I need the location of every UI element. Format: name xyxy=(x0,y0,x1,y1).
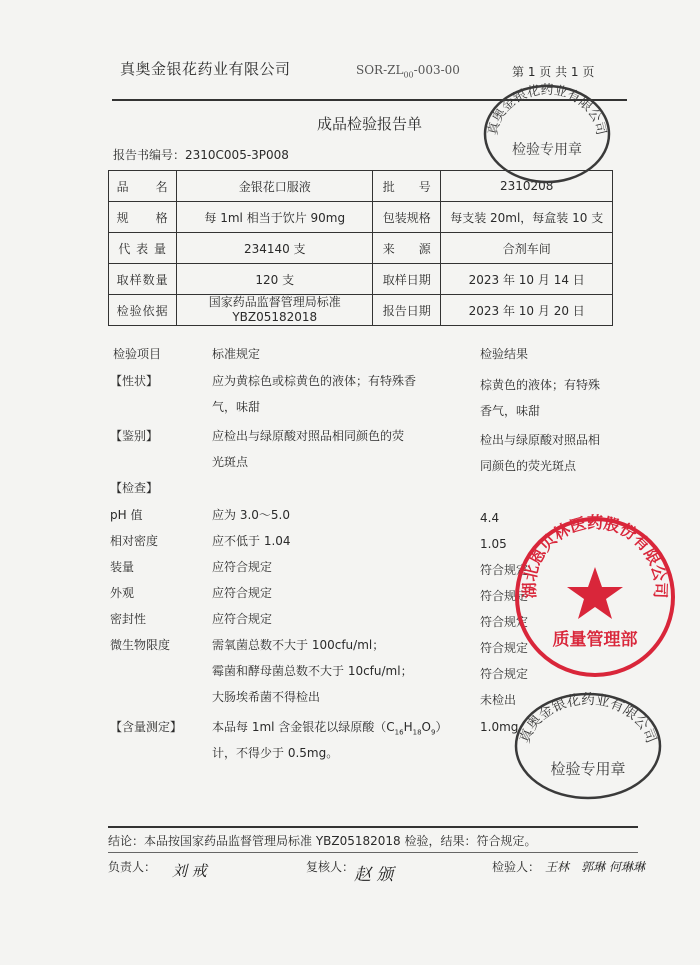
product-info-table xyxy=(108,170,613,326)
info-label: 取样数量 xyxy=(109,264,177,295)
stamp-red-ring-path: 湖北恩贝林医药股份有限公司 xyxy=(519,513,671,599)
appearance-standard-line2: 气，味甜 xyxy=(212,400,261,414)
info-label: 包装规格 xyxy=(373,202,441,233)
assay-standard-line2: 计，不得少于 0.5mg。 xyxy=(212,746,339,760)
inspection-standard: 应符合规定 xyxy=(212,612,273,626)
star-icon xyxy=(567,567,623,619)
stamp-top-ring-path: 真奥金银花药业有限公司 xyxy=(485,83,609,137)
col-header-standard: 标准规定 xyxy=(212,347,261,361)
inspection-item: 密封性 xyxy=(110,612,147,626)
identification-standard-line2: 光斑点 xyxy=(212,455,249,469)
info-label: 来 源 xyxy=(373,233,441,264)
inspection-item: 微生物限度 xyxy=(110,638,171,652)
document-number xyxy=(356,63,460,79)
signature-rule xyxy=(108,852,638,853)
info-row xyxy=(109,202,613,233)
appearance-result-line1: 棕黄色的液体；有特殊 xyxy=(480,378,601,392)
stamp-top-ring-text xyxy=(486,83,608,137)
info-label: 代 表 量 xyxy=(109,233,177,264)
info-value: 合剂车间 xyxy=(441,233,613,264)
inspection-item: 装量 xyxy=(110,560,135,574)
inspection-standard: 应为 3.0～5.0 xyxy=(212,508,290,522)
stamp-bottom-ring-path: 真奥金银花药业有限公司 xyxy=(517,692,659,746)
stamp-bottom-center: 检验专用章 xyxy=(550,760,626,778)
assay-result: 1.0mg xyxy=(480,720,519,734)
formula-sub-c: 16 xyxy=(394,728,404,737)
inspection-standard: 需氧菌总数不大于 100cfu/ml； xyxy=(212,638,385,652)
identification-result-line2: 同颜色的荧光斑点 xyxy=(480,459,577,473)
stamp-bottom-ring-text xyxy=(516,691,659,745)
info-value: 金银花口服液 xyxy=(177,171,373,202)
appearance-item: 【性状】 xyxy=(110,374,159,388)
identification-result-line1: 检出与绿原酸对照品相 xyxy=(480,433,601,447)
appearance-standard-line1: 应为黄棕色或棕黄色的液体；有特殊香 xyxy=(212,374,417,388)
formula-h: H xyxy=(403,720,413,734)
assay-text-pre: 本品每 1ml 含金银花以绿原酸（C xyxy=(212,720,395,734)
inspection-standard: 应不低于 1.04 xyxy=(212,534,291,548)
info-value: 234140 支 xyxy=(177,233,373,264)
page-indicator: 第 1 页 共 1 页 xyxy=(512,65,595,79)
inspection-standard: 大肠埃希菌不得检出 xyxy=(212,690,321,704)
formula-o: O xyxy=(421,720,431,734)
inspection-result: 符合规定 xyxy=(480,589,529,603)
info-value: 2023 年 10 月 20 日 xyxy=(441,295,613,326)
inspection-item: 相对密度 xyxy=(110,534,159,548)
col-header-item: 检验项目 xyxy=(113,347,162,361)
reviewer-label: 复核人： xyxy=(306,860,355,874)
responsible-signature: 刘 戒 xyxy=(172,862,207,880)
info-label: 品 名 xyxy=(109,171,177,202)
doc-no-sub: 00 xyxy=(403,70,414,80)
info-value: 国家药品监督管理局标准 YBZ05182018 xyxy=(177,295,373,326)
inspector-signature: 王林 郭琳 何琳琳 xyxy=(545,860,645,874)
report-number: 报告书编号：2310C005-3P008 xyxy=(113,148,289,162)
reviewer-signature: 赵 颁 xyxy=(354,865,394,885)
formula-sub-o: 9 xyxy=(431,728,436,737)
stamp-top-center: 检验专用章 xyxy=(512,142,582,158)
doc-no-prefix: SOR-ZL xyxy=(356,63,404,77)
col-header-result: 检验结果 xyxy=(480,347,529,361)
info-label: 批 号 xyxy=(373,171,441,202)
info-label: 报告日期 xyxy=(373,295,441,326)
inspection-stamp-bottom xyxy=(508,686,668,801)
appearance-result-line2: 香气，味甜 xyxy=(480,404,541,418)
info-value: 120 支 xyxy=(177,264,373,295)
info-value: 每支装 20ml，每盒装 10 支 xyxy=(441,202,613,233)
info-label: 取样日期 xyxy=(373,264,441,295)
info-value: 2023 年 10 月 14 日 xyxy=(441,264,613,295)
inspection-result: 符合规定 xyxy=(480,667,529,681)
info-value: 每 1ml 相当于饮片 90mg xyxy=(177,202,373,233)
info-label: 检验依据 xyxy=(109,295,177,326)
stamp-red-center: 质量管理部 xyxy=(552,630,638,650)
info-row xyxy=(109,233,613,264)
assay-standard-line1 xyxy=(212,716,447,743)
identification-item: 【鉴别】 xyxy=(110,429,159,443)
inspection-result: 1.05 xyxy=(480,537,507,551)
conclusion-rule xyxy=(108,826,638,828)
info-row xyxy=(109,264,613,295)
inspection-result: 符合规定 xyxy=(480,563,529,577)
responsible-label: 负责人： xyxy=(108,860,157,874)
inspection-result: 符合规定 xyxy=(480,615,529,629)
info-row xyxy=(109,295,613,326)
inspection-standard: 应符合规定 xyxy=(212,560,273,574)
assay-item: 【含量测定】 xyxy=(110,720,183,734)
doc-no-suffix: -003-00 xyxy=(413,63,460,77)
inspection-standard: 霉菌和酵母菌总数不大于 10cfu/ml； xyxy=(212,664,413,678)
assay-text-post: ） xyxy=(435,720,448,734)
identification-standard-line1: 应检出与绿原酸对照品相同颜色的荧 xyxy=(212,429,405,443)
inspection-result: 未检出 xyxy=(480,693,517,707)
inspection-item: pH 值 xyxy=(110,508,143,522)
conclusion-text: 结论：本品按国家药品监督管理局标准 YBZ05182018 检验，结果：符合规定。 xyxy=(108,834,537,848)
inspection-result: 4.4 xyxy=(480,511,500,525)
inspection-stamp-top xyxy=(477,78,617,186)
formula-sub-h: 18 xyxy=(412,728,422,737)
report-title: 成品检验报告单 xyxy=(317,115,423,133)
inspection-result: 符合规定 xyxy=(480,641,529,655)
inspection-standard: 应符合规定 xyxy=(212,586,273,600)
inspection-title: 【检查】 xyxy=(110,481,159,495)
inspection-item: 外观 xyxy=(110,586,135,600)
info-value: 2310208 xyxy=(441,171,613,202)
quality-department-stamp xyxy=(510,512,680,682)
inspector-label: 检验人： xyxy=(492,860,541,874)
company-name: 真奥金银花药业有限公司 xyxy=(120,60,291,78)
info-label: 规 格 xyxy=(109,202,177,233)
